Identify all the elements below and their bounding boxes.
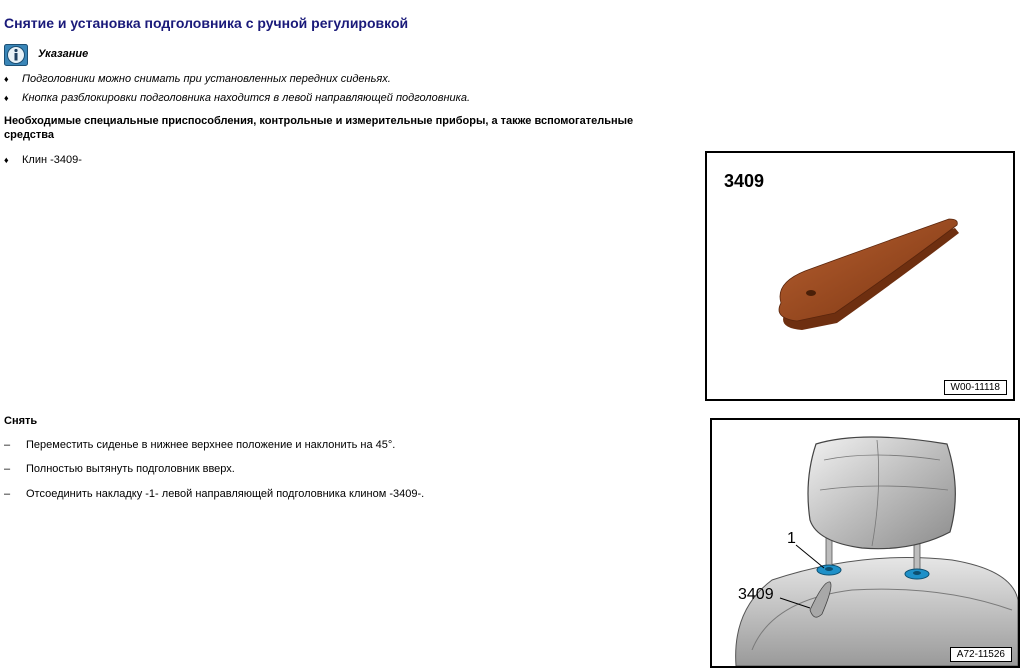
dash-marker: –: [4, 463, 11, 475]
note-item: ♦ Кнопка разблокировки подголовника находится в левой направляющей подголовника.: [0, 92, 470, 104]
dash-marker: –: [4, 439, 11, 451]
info-icon: [4, 44, 28, 66]
removal-step: – Отсоединить накладку -1- левой направляющей подголовника клином -3409-.: [0, 488, 424, 500]
removal-step: – Переместить сиденье в нижнее верхнее положение и наклонить на 45°.: [0, 439, 395, 451]
removal-step: – Полностью вытянуть подголовник вверх.: [0, 463, 235, 475]
diamond-bullet-icon: ♦: [4, 93, 9, 103]
figure-id: W00-11118: [944, 380, 1007, 395]
requirement-item: ♦ Клин -3409-: [0, 154, 82, 166]
figure-wedge-tool: [705, 151, 1015, 401]
diamond-bullet-icon: ♦: [4, 74, 9, 84]
diamond-bullet-icon: ♦: [4, 155, 9, 165]
callout-tool: 3409: [738, 586, 774, 603]
headrest-image: [712, 420, 1018, 666]
note-heading: Указание: [38, 48, 89, 60]
callout-1: 1: [787, 530, 796, 547]
wedge-tool-image: [707, 153, 1013, 399]
figure-headrest: [710, 418, 1020, 668]
figure-id: A72-11526: [950, 647, 1012, 662]
page-title: Снятие и установка подголовника с ручной регулировкой: [4, 15, 409, 31]
tool-number-label: 3409: [724, 171, 765, 191]
note-item: ♦ Подголовники можно снимать при установленных передних сиденьях.: [0, 73, 391, 85]
dash-marker: –: [4, 488, 11, 500]
requirements-heading: Необходимые специальные приспособления, контрольные и измерительные приборы, а также вспомогательные средства: [4, 115, 634, 141]
removal-heading: Снять: [4, 415, 38, 427]
